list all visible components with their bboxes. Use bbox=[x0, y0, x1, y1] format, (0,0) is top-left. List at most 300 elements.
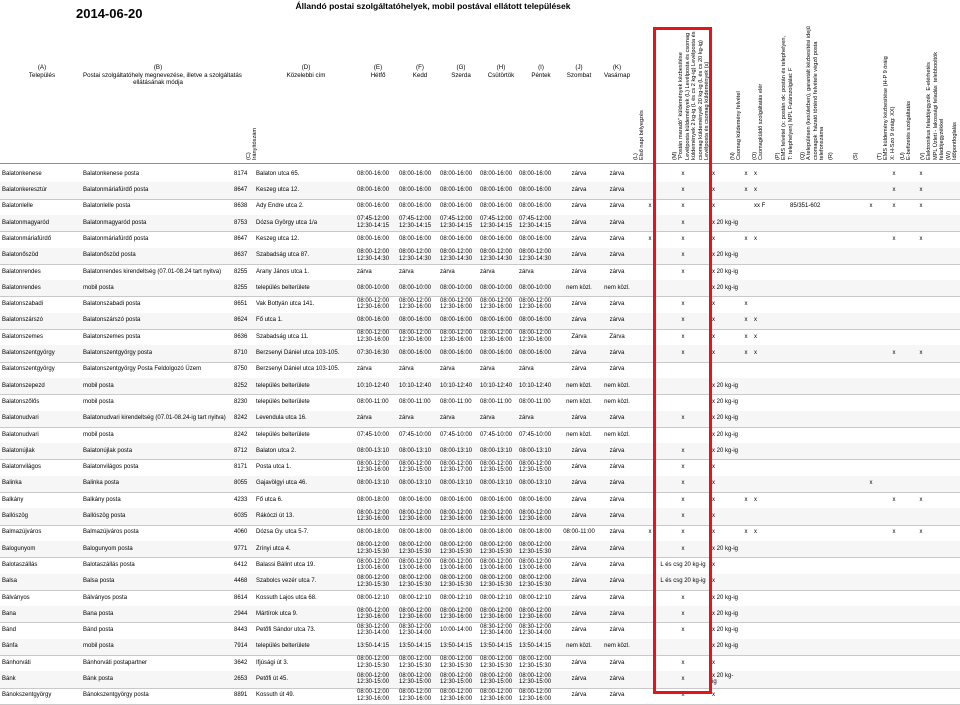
cell-t: x bbox=[892, 235, 896, 242]
cell-o: x bbox=[744, 301, 748, 308]
column-header-l bbox=[633, 20, 646, 162]
cell-m: x bbox=[681, 480, 685, 487]
cell-e: 07:45-12:00 12:30-14:15 bbox=[357, 216, 390, 229]
cell-j: zárva bbox=[571, 415, 587, 422]
table-row bbox=[0, 199, 960, 216]
cell-k: zárva bbox=[609, 529, 625, 536]
cell-a: Balatonmagyaród bbox=[2, 219, 50, 226]
column-header-r bbox=[828, 20, 834, 162]
cell-i: 08:00-12:00 12:30-15:30 bbox=[519, 656, 552, 669]
table-row bbox=[0, 345, 960, 362]
cell-e: 08:00-12:00 12:30-15:30 bbox=[357, 542, 390, 555]
cell-n: x 20 kg-ig bbox=[712, 594, 739, 601]
cell-e: 08:00-12:00 12:30-15:30 bbox=[357, 574, 390, 588]
cell-m: x bbox=[681, 447, 685, 454]
cell-m: x bbox=[681, 317, 685, 324]
cell-j: zárva bbox=[571, 301, 587, 308]
cell-k: zárva bbox=[609, 447, 625, 454]
cell-j: zárva bbox=[571, 317, 587, 324]
cell-l: x bbox=[648, 529, 652, 536]
cell-n: x 20 kg- ig bbox=[712, 672, 734, 686]
column-header-t-label: (T) EMS küldemény kézbesítése (H-P 9 óráig X: H-Szo 9 óráig: XX) bbox=[877, 56, 896, 160]
cell-b: Balatonudvari kirendeltség (07.01-08.24-ig tart nyitva) bbox=[83, 415, 226, 422]
cell-k: nem közl. bbox=[604, 382, 630, 389]
cell-j: Zárva bbox=[571, 333, 587, 340]
cell-d: Kossuth út 49. bbox=[256, 692, 295, 699]
cell-i: 08:00-16:00 bbox=[519, 170, 552, 177]
cell-d: település belterülete bbox=[256, 431, 310, 438]
cell-g: 10:00-14:00 bbox=[440, 627, 473, 634]
cell-c: 2653 bbox=[234, 676, 248, 682]
cell-j: nem közl. bbox=[566, 382, 592, 389]
cell-f: 08:00-18:00 bbox=[399, 529, 432, 536]
cell-t: x bbox=[892, 187, 896, 193]
cell-l: x bbox=[648, 203, 652, 210]
cell-e: 08:00-12:00 12:30-16:00 bbox=[357, 460, 390, 474]
column-header-m-label: (M) "Postán maradó" küldemények kézbesítése Levélposta küldemények (L) Levélposta és csomag küldemények 2 kg-ig (L és cs 2 kg-ig) Levélposta és csomag küldemények 20 kg-ig (L és cs 20 kg-ig) Levélposta és csomag küldemények (x) bbox=[672, 31, 711, 160]
cell-h: 08:00-12:00 12:30-15:30 bbox=[480, 656, 513, 669]
cell-n: x 20 kg-ig bbox=[712, 219, 739, 226]
table-row bbox=[0, 280, 960, 297]
cell-i: 07:45-10:00 bbox=[519, 431, 552, 438]
cell-k: zárva bbox=[609, 480, 625, 487]
cell-a: Balatonrendes bbox=[2, 268, 41, 275]
cell-b: Balkány posta bbox=[83, 496, 121, 503]
cell-h: 08:00-16:00 bbox=[480, 203, 513, 210]
cell-m: x bbox=[681, 333, 685, 340]
cell-k: zárva bbox=[609, 464, 625, 471]
cell-i: 08:00-12:00 12:30-15:00 bbox=[519, 460, 552, 474]
cell-a: Balatonszárszó bbox=[2, 317, 44, 324]
cell-s: x bbox=[869, 480, 873, 487]
cell-n: x 20 kg-ig bbox=[712, 627, 739, 634]
cell-p: xx F bbox=[754, 203, 766, 210]
cell-h: 08:00-16:00 bbox=[480, 187, 513, 193]
cell-j: zárva bbox=[571, 676, 587, 682]
cell-h: 08:00-11:00 bbox=[480, 398, 512, 405]
cell-t: x bbox=[892, 350, 896, 356]
cell-f: 08:00-13:10 bbox=[399, 447, 432, 454]
cell-b: mobil posta bbox=[83, 643, 114, 650]
cell-j: zárva bbox=[571, 187, 587, 193]
cell-f: 07:45-12:00 12:30-14:15 bbox=[399, 216, 432, 229]
report-date: 2014-06-20 bbox=[76, 6, 143, 21]
cell-f: 08:00-16:00 bbox=[399, 235, 432, 242]
cell-g: 08:00-16:00 bbox=[440, 350, 473, 356]
cell-a: Bánokszentgyörgy bbox=[2, 692, 52, 699]
cell-k: zárva bbox=[609, 203, 625, 210]
cell-i: 07:45-12:00 12:30-14:15 bbox=[519, 216, 552, 229]
column-header-d: (D) Közelebbi cím bbox=[286, 64, 326, 79]
column-header-m bbox=[672, 20, 711, 162]
cell-a: Bánd bbox=[2, 627, 17, 634]
cell-m: x bbox=[681, 219, 685, 226]
cell-d: Levendula utca 16. bbox=[256, 415, 307, 422]
cell-i: 08:00-12:10 bbox=[519, 594, 552, 601]
cell-d: Fő utca 6. bbox=[256, 496, 283, 503]
cell-e: zárva bbox=[357, 366, 372, 373]
cell-c: 8891 bbox=[234, 692, 248, 699]
cell-h: 08:00-12:00 12:30-16:00 bbox=[480, 689, 513, 702]
cell-t: x bbox=[892, 170, 896, 177]
table-row bbox=[0, 313, 960, 330]
column-header-q-label: (Q) A településen (kesületben), garantált kézbesítési idejű csomagok házató történő felvétele végző posta telefonszáma bbox=[800, 26, 826, 160]
cell-n: x 20 kg-ig bbox=[712, 268, 739, 275]
column-header-v-label: (V) Elektronikus feladójegyzék E-elérhetés MPL Üzleti - lakossági feladás telebbooltók feladójegyzékkel bbox=[920, 52, 946, 160]
cell-g: 07:45-12:00 12:30-14:15 bbox=[440, 216, 473, 229]
cell-k: zárva bbox=[609, 676, 625, 682]
cell-b: Balsa posta bbox=[83, 578, 115, 585]
cell-k: zárva bbox=[609, 659, 625, 666]
cell-d: település belterülete bbox=[256, 398, 310, 405]
cell-h: 08:00-16:00 bbox=[480, 496, 513, 503]
cell-i: 08:00-16:00 bbox=[519, 350, 552, 356]
cell-p: x bbox=[754, 170, 757, 177]
cell-b: Balatonrendes kirendeltség (07.01-08.24 tart nyitva) bbox=[83, 268, 222, 275]
cell-p: x bbox=[754, 333, 757, 340]
cell-k: nem közl. bbox=[604, 284, 630, 291]
table-row bbox=[0, 622, 960, 639]
cell-g: 08:00-12:00 12:30-15:30 bbox=[440, 574, 473, 588]
cell-m: x bbox=[681, 203, 685, 210]
cell-b: mobil posta bbox=[83, 382, 114, 389]
column-header-u bbox=[900, 20, 913, 162]
cell-c: 8174 bbox=[234, 170, 248, 177]
cell-g: 08:00-16:00 bbox=[440, 317, 473, 324]
cell-k: zárva bbox=[609, 610, 625, 617]
cell-c: 8171 bbox=[234, 464, 248, 471]
cell-j: zárva bbox=[571, 170, 587, 177]
cell-i: 08:00-11:00 bbox=[519, 398, 551, 405]
cell-h: 08:00-16:00 bbox=[480, 170, 513, 177]
cell-n: x bbox=[712, 235, 715, 242]
cell-a: Balatonvilágos bbox=[2, 464, 42, 471]
cell-i: 08:00-12:00 12:30-15:30 bbox=[519, 542, 552, 555]
cell-j: zárva bbox=[571, 464, 587, 471]
column-header-q bbox=[800, 20, 826, 162]
cell-e: 08:00-12:00 12:30-16:00 bbox=[357, 607, 390, 621]
cell-s: x bbox=[869, 203, 873, 210]
cell-f: 08:00-12:00 12:30-16:00 bbox=[399, 330, 432, 343]
cell-d: Ifjúsági út 3. bbox=[256, 659, 289, 666]
cell-f: 07:45-10:00 bbox=[399, 431, 432, 438]
cell-a: Balatonszemes bbox=[2, 333, 44, 340]
cell-e: 08:00-12:00 12:30-16:00 bbox=[357, 509, 390, 523]
column-header-w-label: (W) Időpontfoglalás bbox=[946, 122, 959, 160]
cell-a: Balatonszőlős bbox=[2, 398, 40, 405]
cell-e: 08:00-16:00 bbox=[357, 317, 390, 324]
cell-b: Bánhorváti postapartner bbox=[83, 659, 148, 666]
cell-e: 08:00-16:00 bbox=[357, 187, 390, 193]
cell-j: zárva bbox=[571, 268, 587, 275]
cell-e: 08:00-18:00 bbox=[357, 496, 390, 503]
cell-e: 08:00-18:00 bbox=[357, 529, 390, 536]
cell-n: x bbox=[712, 317, 715, 324]
cell-i: 08:00-16:00 bbox=[519, 203, 552, 210]
cell-b: Balatonszabadi posta bbox=[83, 301, 141, 308]
cell-h: zárva bbox=[480, 366, 495, 373]
cell-f: 13:50-14:15 bbox=[399, 643, 432, 650]
cell-q: 85/351-602 bbox=[790, 203, 821, 210]
column-header-g: (G) Szerda bbox=[451, 64, 471, 79]
cell-f: 08:00-16:00 bbox=[399, 350, 432, 356]
cell-f: 08:00-12:00 12:30-15:00 bbox=[399, 672, 432, 686]
cell-b: Balatonőszöd posta bbox=[83, 252, 136, 259]
cell-i: 08:00-13:10 bbox=[519, 447, 552, 454]
column-header-l-label: (L) Első napi bélyegzés bbox=[633, 110, 646, 160]
cell-a: Ballószög bbox=[2, 513, 29, 519]
cell-e: 07:30-16:30 bbox=[357, 350, 390, 356]
cell-i: 08:00-16:00 bbox=[519, 496, 552, 503]
cell-f: 08:00-12:00 12:30-15:00 bbox=[399, 460, 432, 474]
cell-c: 8230 bbox=[234, 398, 248, 405]
cell-d: Petőfi Sándor utca 73. bbox=[256, 627, 316, 634]
cell-d: Posta utca 1. bbox=[256, 464, 292, 471]
cell-f: 08:00-13:10 bbox=[399, 480, 432, 487]
cell-h: 08:00-12:00 12:30-14:30 bbox=[480, 248, 513, 262]
table-row bbox=[0, 525, 960, 542]
cell-j: zárva bbox=[571, 219, 587, 226]
cell-f: 08:00-12:00 12:30-15:30 bbox=[399, 542, 432, 555]
cell-d: Berzsenyi Dániel utca 103-105. bbox=[256, 350, 340, 356]
cell-h: 13:50-14:15 bbox=[480, 643, 513, 650]
cell-e: 08:00-13:10 bbox=[357, 447, 390, 454]
cell-g: 08:00-12:00 13:00-16:00 bbox=[440, 558, 473, 572]
table-row bbox=[0, 378, 960, 395]
cell-e: 08:00-12:00 13:00-16:00 bbox=[357, 558, 390, 572]
cell-e: 08:00-16:00 bbox=[357, 203, 390, 210]
cell-m: x bbox=[681, 659, 685, 666]
cell-n: x bbox=[712, 513, 715, 519]
cell-c: 9771 bbox=[234, 545, 248, 552]
cell-k: zárva bbox=[609, 415, 625, 422]
cell-e: 07:45-10:00 bbox=[357, 431, 390, 438]
cell-h: 08:00-12:00 12:30-15:00 bbox=[480, 460, 513, 474]
cell-k: zárva bbox=[609, 692, 625, 699]
cell-k: nem közl. bbox=[604, 398, 630, 405]
cell-h: 08:00-12:00 12:30-15:00 bbox=[480, 672, 513, 686]
cell-d: település belterülete bbox=[256, 643, 310, 650]
cell-n: x 20 kg-ig bbox=[712, 382, 739, 389]
cell-i: 10:10-12:40 bbox=[519, 382, 552, 389]
cell-u: x bbox=[919, 170, 923, 177]
cell-n: x bbox=[712, 692, 715, 699]
cell-j: zárva bbox=[571, 594, 587, 601]
cell-c: 8647 bbox=[234, 187, 248, 193]
cell-b: Balatonmáriafürdő posta bbox=[83, 235, 149, 242]
cell-m: x bbox=[681, 415, 685, 422]
cell-e: 08:00-12:00 12:30-16:00 bbox=[357, 297, 390, 311]
cell-j: zárva bbox=[571, 350, 587, 356]
cell-h: 08:00-12:00 13:00-16:00 bbox=[480, 558, 513, 572]
cell-i: 08:00-12:00 12:30-16:00 bbox=[519, 689, 552, 702]
cell-n: x 20 kg-ig bbox=[712, 252, 739, 259]
cell-e: 08:00-12:00 12:30-14:30 bbox=[357, 248, 390, 262]
cell-g: 08:00-12:00 12:30-14:30 bbox=[440, 248, 473, 262]
cell-g: 08:00-12:00 12:30-16:00 bbox=[440, 509, 473, 523]
cell-h: zárva bbox=[480, 268, 495, 275]
column-header-b: (B) Postai szolgáltatóhely megnevezése, illetve a szolgáltatás ellátásának módja bbox=[83, 64, 242, 86]
cell-c: 8252 bbox=[234, 382, 248, 389]
cell-j: zárva bbox=[571, 235, 587, 242]
cell-m: x bbox=[681, 170, 685, 177]
cell-n: x 20 kg-ig bbox=[712, 431, 739, 438]
table-row bbox=[0, 557, 960, 574]
cell-a: Balatonújlak bbox=[2, 447, 35, 454]
cell-n: x bbox=[712, 333, 715, 340]
cell-f: 08:00-16:00 bbox=[399, 170, 432, 177]
cell-b: Bana posta bbox=[83, 610, 114, 617]
cell-u: x bbox=[919, 187, 923, 193]
cell-u: x bbox=[919, 529, 923, 536]
cell-k: zárva bbox=[609, 627, 625, 634]
cell-j: zárva bbox=[571, 203, 587, 210]
table-row bbox=[0, 427, 960, 444]
cell-d: Fő utca 1. bbox=[256, 317, 283, 324]
cell-g: 10:10-12:40 bbox=[440, 382, 473, 389]
cell-p: x bbox=[754, 187, 757, 193]
table-row bbox=[0, 231, 960, 248]
cell-b: Balatonszemes posta bbox=[83, 333, 141, 340]
cell-k: zárva bbox=[609, 513, 625, 519]
cell-f: 08:00-11:00 bbox=[399, 398, 431, 405]
cell-c: 6035 bbox=[234, 513, 248, 519]
cell-u: x bbox=[919, 235, 923, 242]
cell-c: 8255 bbox=[234, 268, 248, 275]
cell-h: 08:30-12:00 12:30-14:00 bbox=[480, 623, 513, 637]
cell-b: Balatonkenese posta bbox=[83, 170, 140, 177]
cell-b: Bálványos posta bbox=[83, 594, 128, 601]
column-header-c bbox=[246, 20, 259, 162]
cell-h: 08:00-12:00 12:30-16:00 bbox=[480, 330, 513, 343]
cell-f: 08:00-16:00 bbox=[399, 187, 432, 193]
cell-o: x bbox=[744, 170, 748, 177]
cell-f: 08:30-12:00 12:30-14:00 bbox=[399, 623, 432, 637]
cell-h: 08:00-12:00 12:30-16:00 bbox=[480, 607, 513, 621]
cell-h: 10:10-12:40 bbox=[480, 382, 513, 389]
cell-n: x bbox=[712, 480, 715, 487]
cell-b: Bánokszentgyörgy posta bbox=[83, 692, 149, 699]
cell-g: 08:00-13:10 bbox=[440, 480, 473, 487]
cell-m: x bbox=[681, 692, 685, 699]
cell-p: x bbox=[754, 235, 757, 242]
table-row bbox=[0, 264, 960, 281]
cell-h: zárva bbox=[480, 415, 495, 422]
cell-a: Balatonszentgyörgy bbox=[2, 366, 55, 373]
cell-j: zárva bbox=[571, 692, 587, 699]
cell-k: nem közl. bbox=[604, 431, 630, 438]
column-header-k: (K) Vasárnap bbox=[603, 64, 631, 79]
cell-j: 08:00-11:00 bbox=[563, 529, 595, 536]
cell-t: x bbox=[892, 496, 896, 503]
cell-j: nem közl. bbox=[566, 431, 592, 438]
cell-g: 08:00-16:00 bbox=[440, 187, 473, 193]
cell-i: zárva bbox=[519, 366, 534, 373]
cell-d: Petőfi út 45. bbox=[256, 676, 289, 682]
cell-j: zárva bbox=[571, 627, 587, 634]
column-header-s bbox=[853, 20, 859, 162]
cell-c: 8637 bbox=[234, 252, 248, 259]
cell-k: zárva bbox=[609, 561, 625, 568]
cell-i: 08:00-16:00 bbox=[519, 235, 552, 242]
cell-g: 08:00-16:00 bbox=[440, 496, 473, 503]
cell-n: x 20 kg-ig bbox=[712, 284, 739, 291]
table-row bbox=[0, 411, 960, 428]
cell-m: x bbox=[681, 545, 685, 552]
cell-g: 08:00-11:00 bbox=[440, 398, 472, 405]
cell-h: 07:45-12:00 12:30-14:15 bbox=[480, 216, 513, 229]
table-row bbox=[0, 329, 960, 346]
cell-f: 08:00-12:00 12:30-16:00 bbox=[399, 509, 432, 523]
cell-i: 08:00-12:00 12:30-15:00 bbox=[519, 672, 552, 686]
cell-c: 8443 bbox=[234, 627, 248, 634]
cell-h: 08:00-12:00 12:30-16:00 bbox=[480, 297, 513, 311]
cell-i: 08:30-12:00 12:30-14:00 bbox=[519, 623, 552, 637]
cell-g: 08:00-12:00 12:30-15:30 bbox=[440, 542, 473, 555]
cell-b: mobil posta bbox=[83, 398, 114, 405]
cell-n: x bbox=[712, 578, 715, 585]
cell-e: 08:00-16:00 bbox=[357, 235, 390, 242]
cell-f: 08:00-12:00 12:30-15:30 bbox=[399, 574, 432, 588]
cell-c: 8753 bbox=[234, 219, 248, 226]
cell-a: Balsa bbox=[2, 578, 18, 585]
table-row bbox=[0, 574, 960, 591]
cell-o: x bbox=[744, 235, 748, 242]
cell-f: 08:00-12:00 13:00-16:00 bbox=[399, 558, 432, 572]
cell-g: 07:45-10:00 bbox=[440, 431, 473, 438]
cell-o: x bbox=[744, 187, 748, 193]
cell-g: 08:00-16:00 bbox=[440, 235, 473, 242]
cell-o: x bbox=[744, 529, 748, 536]
column-header-f: (F) Kedd bbox=[412, 64, 428, 79]
cell-d: Dózsa Gy. utca 5-7. bbox=[256, 529, 309, 536]
header-divider bbox=[0, 163, 960, 164]
cell-h: 08:00-12:00 12:30-15:30 bbox=[480, 574, 513, 588]
cell-c: 8255 bbox=[234, 284, 248, 291]
cell-c: 2944 bbox=[234, 610, 248, 617]
cell-c: 8636 bbox=[234, 333, 248, 340]
cell-b: Balinka posta bbox=[83, 480, 120, 487]
table-row bbox=[0, 362, 960, 379]
cell-f: 08:00-12:00 12:30-14:30 bbox=[399, 248, 432, 262]
cell-f: zárva bbox=[399, 268, 414, 275]
cell-j: nem közl. bbox=[566, 643, 592, 650]
cell-b: Balatonszentgyörgy posta bbox=[83, 350, 153, 356]
cell-a: Bánk bbox=[2, 676, 16, 682]
cell-a: Balkány bbox=[2, 496, 24, 503]
cell-f: 08:00-12:00 12:30-15:30 bbox=[399, 656, 432, 669]
cell-a: Balatonkenese bbox=[2, 170, 42, 177]
cell-k: zárva bbox=[609, 187, 625, 193]
cell-f: 10:10-12:40 bbox=[399, 382, 432, 389]
cell-g: 08:00-12:00 12:30-16:00 bbox=[440, 330, 473, 343]
cell-c: 8242 bbox=[234, 431, 248, 438]
cell-b: Balatonvilágos posta bbox=[83, 464, 139, 471]
cell-a: Balmazújváros bbox=[2, 529, 42, 536]
cell-h: 08:00-18:00 bbox=[480, 529, 513, 536]
cell-h: 08:00-16:00 bbox=[480, 350, 513, 356]
cell-b: Ballószög posta bbox=[83, 513, 126, 519]
cell-c: 8710 bbox=[234, 350, 248, 356]
cell-i: 08:00-12:00 12:30-16:00 bbox=[519, 330, 552, 343]
cell-k: zárva bbox=[609, 235, 625, 242]
cell-h: 08:00-10:00 bbox=[480, 284, 513, 291]
cell-e: 08:30-12:00 12:30-14:00 bbox=[357, 623, 390, 637]
cell-k: zárva bbox=[609, 317, 625, 324]
cell-m: x bbox=[681, 594, 685, 601]
cell-p: x bbox=[754, 496, 757, 503]
cell-i: 08:00-12:00 12:30-14:30 bbox=[519, 248, 552, 262]
